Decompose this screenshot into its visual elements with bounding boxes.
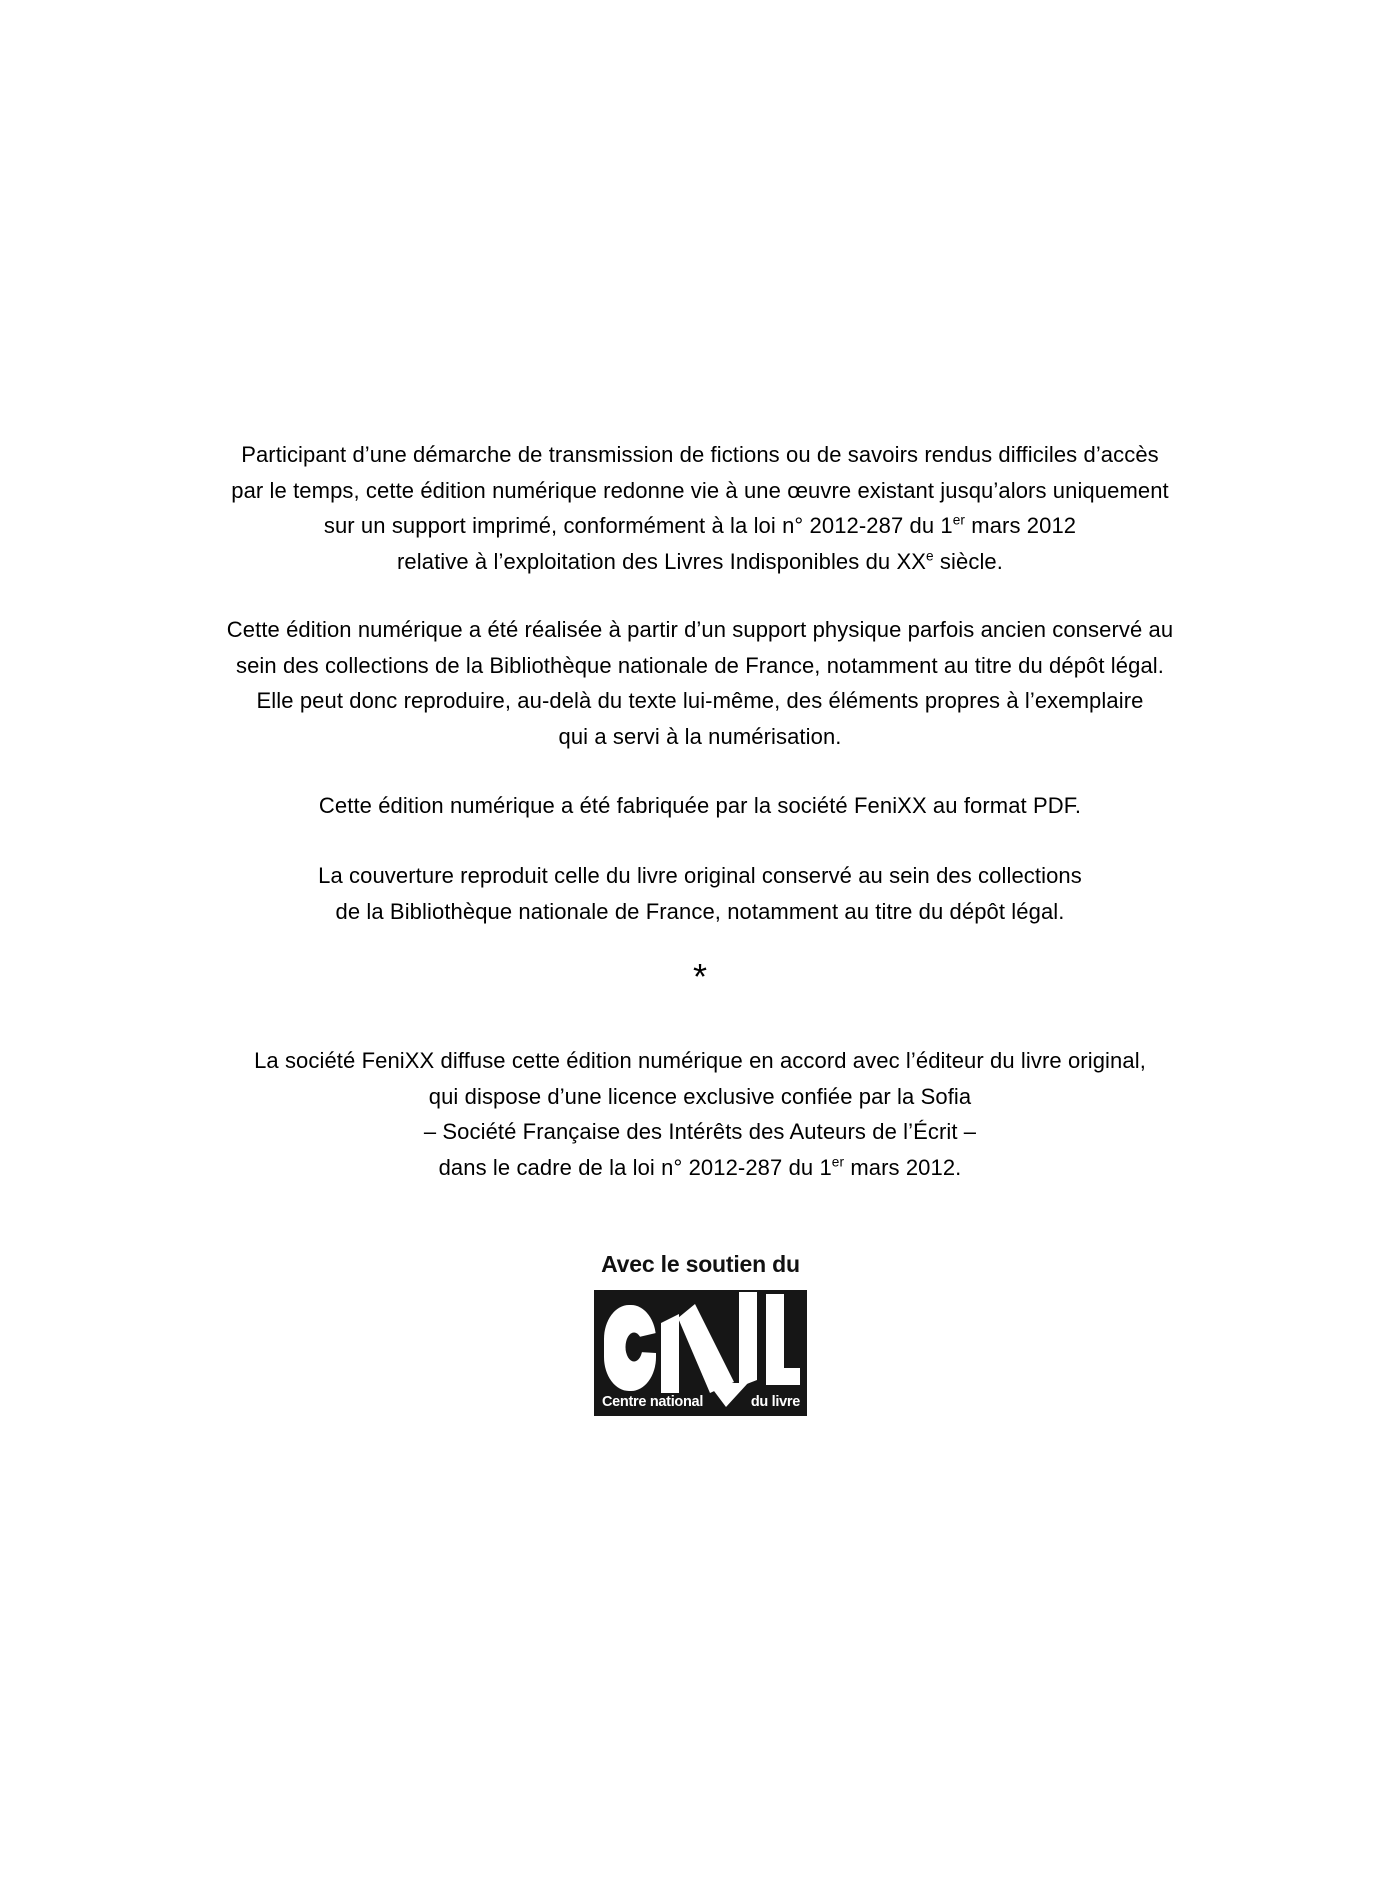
text-line: – Société Française des Intérêts des Auteurs de l’Écrit – (423, 1119, 977, 1144)
paragraph-cover-notice (0, 858, 1400, 929)
support-label: Avec le soutien du (601, 1251, 800, 1277)
asterisk-separator: * (692, 956, 707, 997)
text-line: Cette édition numérique a été réalisée à partir d’un support physique parfois ancien conservé au (226, 617, 1174, 642)
text-line: sein des collections de la Bibliothèque nationale de France, notamment au titre du dépôt légal. (236, 652, 1164, 678)
text-line: de la Bibliothèque nationale de France, notamment au titre du dépôt légal. (335, 898, 1065, 924)
text-line: qui dispose d’une licence exclusive confiée par la Sofia (428, 1083, 972, 1109)
text-line: La couverture reproduit celle du livre original conservé au sein des collections (318, 863, 1082, 888)
text-line: dans le cadre de la loi n° 2012-287 du 1er mars 2012. (438, 1154, 962, 1180)
text-line: Elle peut donc reproduire, au-delà du texte lui-même, des éléments propres à l’exemplaire (256, 688, 1144, 713)
text-line: par le temps, cette édition numérique redonne vie à une œuvre existant jusqu’alors uniquement (231, 477, 1169, 503)
text-line: relative à l’exploitation des Livres Indisponibles du XXe siècle. (397, 548, 1003, 574)
text-line: Cette édition numérique a été fabriquée par la société FeniXX au format PDF. (318, 793, 1082, 818)
cnl-logo-graphic (594, 1290, 807, 1416)
paragraph-diffusion-sofia (0, 1043, 1400, 1185)
text-line: qui a servi à la numérisation. (558, 723, 842, 749)
cnl-caption-right: du livre (750, 1394, 800, 1410)
paragraph-fenixx-pdf (0, 788, 1400, 824)
paragraph-source-bnf (0, 612, 1400, 754)
cnl-logo (594, 1290, 807, 1416)
paragraph-legal-transmission (0, 437, 1400, 579)
text-line: sur un support imprimé, conformément à la loi n° 2012-287 du 1er mars 2012 (323, 512, 1077, 538)
text-line: Participant d’une démarche de transmission de fictions ou de savoirs rendus difficiles d’accès (241, 442, 1159, 467)
cnl-caption-left: Centre national (602, 1394, 704, 1410)
text-line: La société FeniXX diffuse cette édition numérique en accord avec l’éditeur du livre original, (254, 1048, 1146, 1073)
cnl-letter-c-icon (604, 1305, 656, 1391)
